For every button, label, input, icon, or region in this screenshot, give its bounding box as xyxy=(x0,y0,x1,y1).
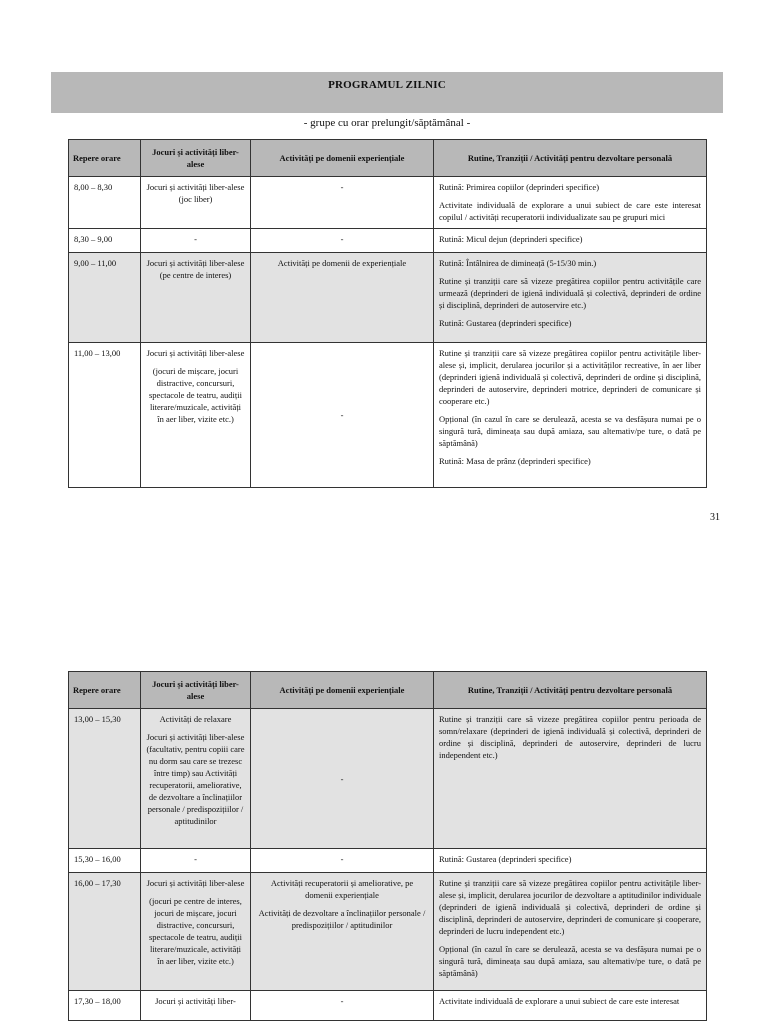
domain-cell: - xyxy=(251,849,434,873)
play-text: Jocuri și activități liber-alese xyxy=(146,348,245,358)
play-text: Jocuri și activități liber-alese (joc liber) xyxy=(146,182,245,204)
routine-text: Rutină: Gustarea (deprinderi specifice) xyxy=(439,854,572,864)
routine-text: Rutină: Primirea copiilor (deprinderi specifice) xyxy=(439,182,600,192)
routine-cell xyxy=(434,177,707,229)
routine-cell xyxy=(434,849,707,873)
header-domain: Activități pe domenii experiențiale xyxy=(251,140,434,177)
play-cell xyxy=(141,709,251,849)
header-play: Jocuri și activități liber-alese xyxy=(141,140,251,177)
routine-text: Rutină: Întâlnirea de dimineață (5-15/30 min.) xyxy=(439,258,597,268)
routine-text: Opțional (în cazul în care se derulează, acesta se va desfășura numai pe o singură tură, dimineața sau după amiaza, sau altemativ/pe ture, o dată pe săptămână) xyxy=(439,944,701,978)
routine-text: Rutine și tranziții care să vizeze pregătirea copiilor pentru activitățile liber-alese și, implicit, derularea jocurilor și a activităților recreative, în aer liber (deprinderi igienă individuală și colectivă, deprinderi de ordine și disciplină, deprinderi de autoservire, deprinderi motrice, deprinderi de comunicare și cooperare etc.) xyxy=(439,348,701,406)
table-row xyxy=(69,343,707,488)
schedule-table-afternoon xyxy=(68,671,707,1021)
play-cell xyxy=(141,253,251,343)
page-number: 31 xyxy=(710,512,720,523)
title-banner xyxy=(51,72,723,113)
play-text: (jocuri pe centre de interes, jocuri de mișcare, jocuri distractive, concursuri, spectacole de teatru, audiții literare/muzicale, activități în aer liber, vizite etc.) xyxy=(149,896,242,966)
time-cell: 17,30 – 18,00 xyxy=(69,991,141,1021)
table-row xyxy=(69,849,707,873)
domain-cell: Activități pe domenii de experiențiale xyxy=(251,253,434,343)
table-header-row xyxy=(69,672,707,709)
routine-cell xyxy=(434,873,707,991)
table-row xyxy=(69,177,707,229)
table-row xyxy=(69,253,707,343)
play-text: (jocuri de mișcare, jocuri distractive, concursuri, spectacole de teatru, audiții literare/muzicale, activități în aer liber, vizite etc.) xyxy=(149,366,242,424)
play-cell xyxy=(141,849,251,873)
routine-text: Rutine și tranziții care să vizeze pregătirea copiilor pentru activitățile liber-alese și, implicit, derularea jocurilor de dezvoltare a aptitudinilor individuale (deprinderi de igienă individuală și colectivă, deprinderi de ordine și disciplină, deprinderi de autoservire, deprinderi de comunicare și cooperare, deprinderi de lucru independent etc.) xyxy=(439,878,701,936)
play-cell xyxy=(141,343,251,488)
domain-cell: - xyxy=(251,343,434,488)
routine-cell xyxy=(434,253,707,343)
routine-cell xyxy=(434,229,707,253)
play-text: Jocuri și activități liber-alese (facultativ, pentru copiii care nu dorm sau care se trezesc între timp) sau Activități recuperatorii, ameliorative, de dezvoltare a înclinațiilor personale / predispozițiilor / aptitudinilor xyxy=(146,732,245,826)
play-text: Activități de relaxare xyxy=(159,714,232,724)
play-cell xyxy=(141,991,251,1021)
play-text: - xyxy=(194,234,197,244)
header-routine: Rutine, Tranziții / Activități pentru dezvoltare personală xyxy=(434,140,707,177)
page-title: PROGRAMUL ZILNIC xyxy=(328,79,446,91)
table-row xyxy=(69,991,707,1021)
routine-text: Rutine și tranziții care să vizeze pregătirea copiilor pentru activitățile care urmează (deprinderi de igienă individuală și colectivă, deprinderi de ordine și disciplină, deprinderi de autoservire etc.) xyxy=(439,276,701,310)
play-text: - xyxy=(194,854,197,864)
domain-cell: - xyxy=(251,177,434,229)
routine-text: Activitate individuală de explorare a unui subiect de care este interesat xyxy=(439,996,680,1006)
table-header-row xyxy=(69,140,707,177)
routine-text: Rutină: Gustarea (deprinderi specifice) xyxy=(439,318,572,328)
domain-text: Activități de dezvoltare a înclinațiilor personale / predispozițiilor / aptitudinilor xyxy=(258,908,426,930)
time-cell: 11,00 – 13,00 xyxy=(69,343,141,488)
domain-cell: - xyxy=(251,709,434,849)
routine-text: Rutină: Micul dejun (deprinderi specifice) xyxy=(439,234,583,244)
routine-text: Rutine și tranziții care să vizeze pregătirea copiilor pentru perioada de somn/relaxare (deprinderi de igienă individuală și colectivă, deprinderi de ordine și disciplină, deprinderi de autoservire, deprinderi de lucru independent etc.) xyxy=(439,714,701,760)
play-text: Jocuri și activități liber-alese xyxy=(146,878,245,888)
play-cell xyxy=(141,177,251,229)
table-row xyxy=(69,709,707,849)
header-routine: Rutine, Tranziții / Activități pentru dezvoltare personală xyxy=(434,672,707,709)
time-cell: 15,30 – 16,00 xyxy=(69,849,141,873)
routine-text: Activitate individuală de explorare a unui subiect de care este interesat copilul / activități recuperatorii individualizate sau pe grupuri mici xyxy=(439,200,701,222)
domain-cell xyxy=(251,873,434,991)
play-text: Jocuri și activități liber- xyxy=(155,996,236,1006)
header-time: Repere orare xyxy=(69,140,141,177)
domain-cell: - xyxy=(251,229,434,253)
schedule-table-morning xyxy=(68,139,707,488)
table-row xyxy=(69,229,707,253)
table-row xyxy=(69,873,707,991)
header-time: Repere orare xyxy=(69,672,141,709)
header-domain: Activități pe domenii experiențiale xyxy=(251,672,434,709)
domain-text: Activități recuperatorii și ameliorative, pe domenii experiențiale xyxy=(270,878,414,900)
play-text: Jocuri și activități liber-alese (pe centre de interes) xyxy=(146,258,245,280)
routine-cell xyxy=(434,343,707,488)
time-cell: 8,30 – 9,00 xyxy=(69,229,141,253)
time-cell: 9,00 – 11,00 xyxy=(69,253,141,343)
domain-cell: - xyxy=(251,991,434,1021)
routine-cell xyxy=(434,991,707,1021)
routine-text: Rutină: Masa de prânz (deprinderi specifice) xyxy=(439,456,591,466)
play-cell xyxy=(141,229,251,253)
page-subtitle: - grupe cu orar prelungit/săptămânal - xyxy=(303,117,471,129)
play-cell xyxy=(141,873,251,991)
routine-text: Opțional (în cazul în care se derulează, acesta se va desfășura numai pe o singură tură, dimineața sau după amiaza, sau altemativ/pe ture, o dată pe săptămână) xyxy=(439,414,701,448)
time-cell: 16,00 – 17,30 xyxy=(69,873,141,991)
header-play: Jocuri și activități liber-alese xyxy=(141,672,251,709)
routine-cell xyxy=(434,709,707,849)
time-cell: 8,00 – 8,30 xyxy=(69,177,141,229)
time-cell: 13,00 – 15,30 xyxy=(69,709,141,849)
